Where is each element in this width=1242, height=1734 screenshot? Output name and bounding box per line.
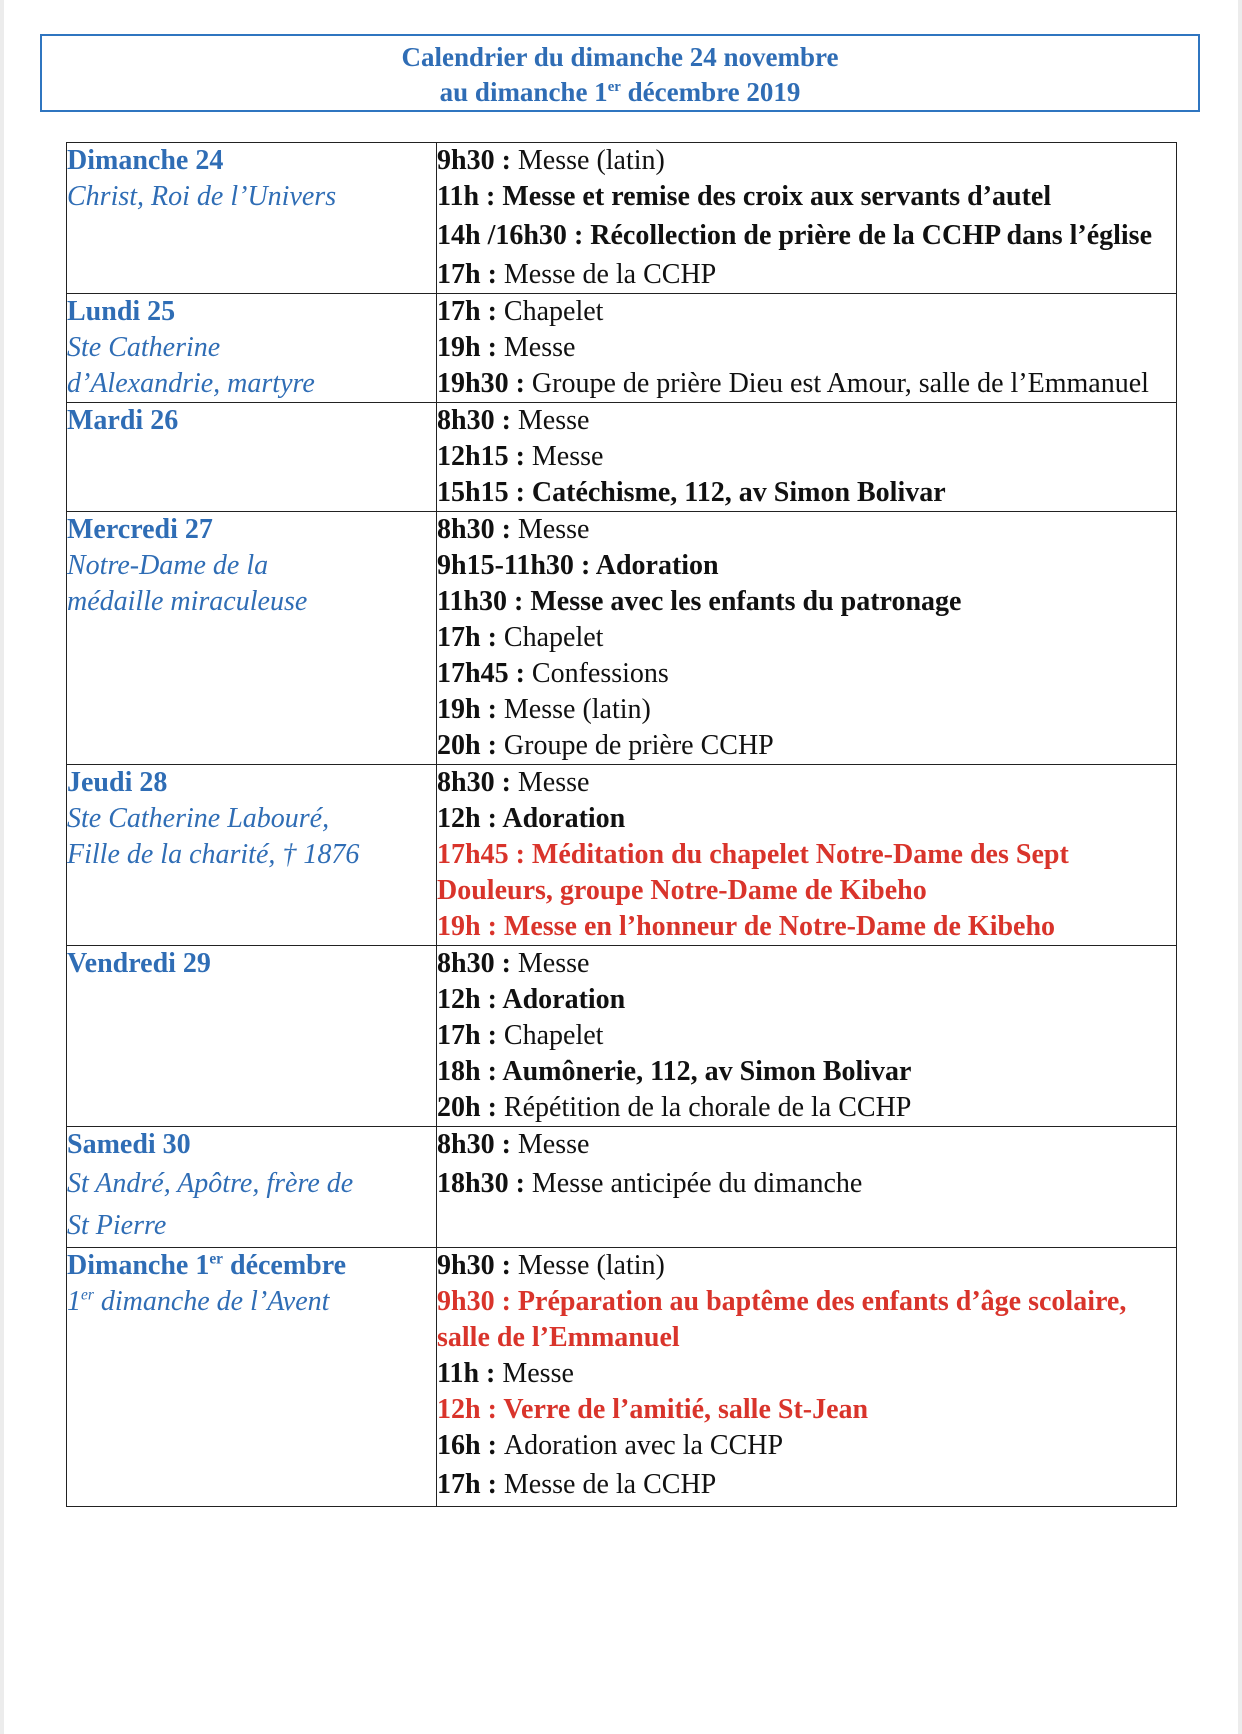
- day-name: Lundi 25: [67, 296, 176, 327]
- table-row: [67, 143, 1177, 294]
- event-item: 20h : Groupe de prière CCHP: [437, 730, 774, 761]
- title-superscript: er: [607, 79, 621, 95]
- day-cell: [67, 143, 437, 294]
- event-item: 19h30 : Groupe de prière Dieu est Amour, salle de l’Emmanuel: [437, 368, 1149, 399]
- day-feast: Notre-Dame de la: [67, 550, 269, 581]
- event-item: 12h : Adoration: [437, 984, 626, 1015]
- calendar-table: [66, 142, 1177, 1507]
- title-line-1: Calendrier du dimanche 24 novembre: [401, 42, 839, 72]
- day-name: Mardi 26: [67, 405, 179, 436]
- event-item: 9h30 : Messe (latin): [437, 145, 665, 176]
- day-cell: [67, 946, 437, 1127]
- day-cell: [67, 403, 437, 512]
- event-item: 14h /16h30 : Récollection de prière de la CCHP dans l’église: [437, 220, 1153, 251]
- event-item: 17h : Chapelet: [437, 622, 604, 653]
- title-line-2-start: au dimanche 1: [439, 77, 608, 107]
- table-row: [67, 1127, 1177, 1248]
- page-edge-left: [0, 0, 4, 1734]
- day-feast: médaille miraculeuse: [67, 586, 308, 617]
- event-item: 8h30 : Messe: [437, 1129, 590, 1160]
- event-item: 12h15 : Messe: [437, 441, 604, 472]
- event-item: 20h : Répétition de la chorale de la CCHP: [437, 1092, 912, 1123]
- title-line-2: [42, 75, 1198, 110]
- table-row: [67, 512, 1177, 765]
- page-edge-right: [1238, 0, 1242, 1734]
- day-feast: Ste Catherine: [67, 332, 221, 363]
- day-name: Jeudi 28: [67, 767, 168, 798]
- table-row: [67, 403, 1177, 512]
- events-cell: [437, 403, 1177, 512]
- day-feast: 1er dimanche de l’Avent: [67, 1286, 330, 1317]
- event-item-highlighted: 17h45 : Méditation du chapelet Notre-Dame des Sept Douleurs, groupe Notre-Dame de Kibeho: [437, 839, 1069, 906]
- title-line-2-end: décembre 2019: [620, 77, 801, 107]
- events-cell: [437, 1248, 1177, 1507]
- day-cell: [67, 765, 437, 946]
- table-row: [67, 946, 1177, 1127]
- day-cell: [67, 1127, 437, 1248]
- day-name: Dimanche 24: [67, 145, 224, 176]
- day-cell: [67, 294, 437, 403]
- event-item: 11h : Messe et remise des croix aux servants d’autel: [437, 181, 1052, 212]
- event-item: 18h30 : Messe anticipée du dimanche: [437, 1168, 863, 1199]
- day-cell: [67, 512, 437, 765]
- table-row: [67, 765, 1177, 946]
- event-item: 11h30 : Messe avec les enfants du patronage: [437, 586, 962, 617]
- event-item-highlighted: 12h : Verre de l’amitié, salle St-Jean: [437, 1394, 869, 1425]
- event-item: 8h30 : Messe: [437, 767, 590, 798]
- day-feast: d’Alexandrie, martyre: [67, 368, 315, 399]
- day-cell: [67, 1248, 437, 1507]
- event-item: 8h30 : Messe: [437, 514, 590, 545]
- event-item: 15h15 : Catéchisme, 112, av Simon Bolivar: [437, 477, 946, 508]
- day-name: Samedi 30: [67, 1129, 191, 1160]
- event-item: 19h : Messe (latin): [437, 694, 651, 725]
- event-item: 17h : Messe de la CCHP: [437, 259, 717, 290]
- day-feast: Ste Catherine Labouré,: [67, 803, 330, 834]
- events-cell: [437, 946, 1177, 1127]
- day-feast: Christ, Roi de l’Univers: [67, 181, 337, 212]
- events-cell: [437, 143, 1177, 294]
- events-cell: [437, 765, 1177, 946]
- event-item: 19h : Messe: [437, 332, 576, 363]
- event-item: 11h : Messe: [437, 1358, 574, 1389]
- event-item: 17h : Messe de la CCHP: [437, 1469, 717, 1500]
- event-item: 16h : Adoration avec la CCHP: [437, 1430, 784, 1461]
- event-item-highlighted: 9h30 : Préparation au baptême des enfants d’âge scolaire, salle de l’Emmanuel: [437, 1286, 1127, 1353]
- event-item-highlighted: 19h : Messe en l’honneur de Notre-Dame de Kibeho: [437, 911, 1056, 942]
- day-feast: St André, Apôtre, frère de: [67, 1168, 354, 1199]
- event-item: 17h45 : Confessions: [437, 658, 669, 689]
- event-item: 8h30 : Messe: [437, 948, 590, 979]
- events-cell: [437, 1127, 1177, 1248]
- calendar-title-box: [40, 34, 1200, 112]
- day-name: Vendredi 29: [67, 948, 211, 979]
- table-row: [67, 294, 1177, 403]
- table-row: [67, 1248, 1177, 1507]
- day-feast: St Pierre: [67, 1210, 167, 1241]
- day-feast: Fille de la charité, † 1876: [67, 839, 360, 870]
- event-item: 12h : Adoration: [437, 803, 626, 834]
- event-item: 9h30 : Messe (latin): [437, 1250, 665, 1281]
- events-cell: [437, 512, 1177, 765]
- day-name: Mercredi 27: [67, 514, 213, 545]
- event-item: 17h : Chapelet: [437, 1020, 604, 1051]
- event-item: 8h30 : Messe: [437, 405, 590, 436]
- event-item: 9h15-11h30 : Adoration: [437, 550, 719, 581]
- day-name: Dimanche 1er décembre: [67, 1250, 347, 1281]
- events-cell: [437, 294, 1177, 403]
- event-item: 18h : Aumônerie, 112, av Simon Bolivar: [437, 1056, 912, 1087]
- event-item: 17h : Chapelet: [437, 296, 604, 327]
